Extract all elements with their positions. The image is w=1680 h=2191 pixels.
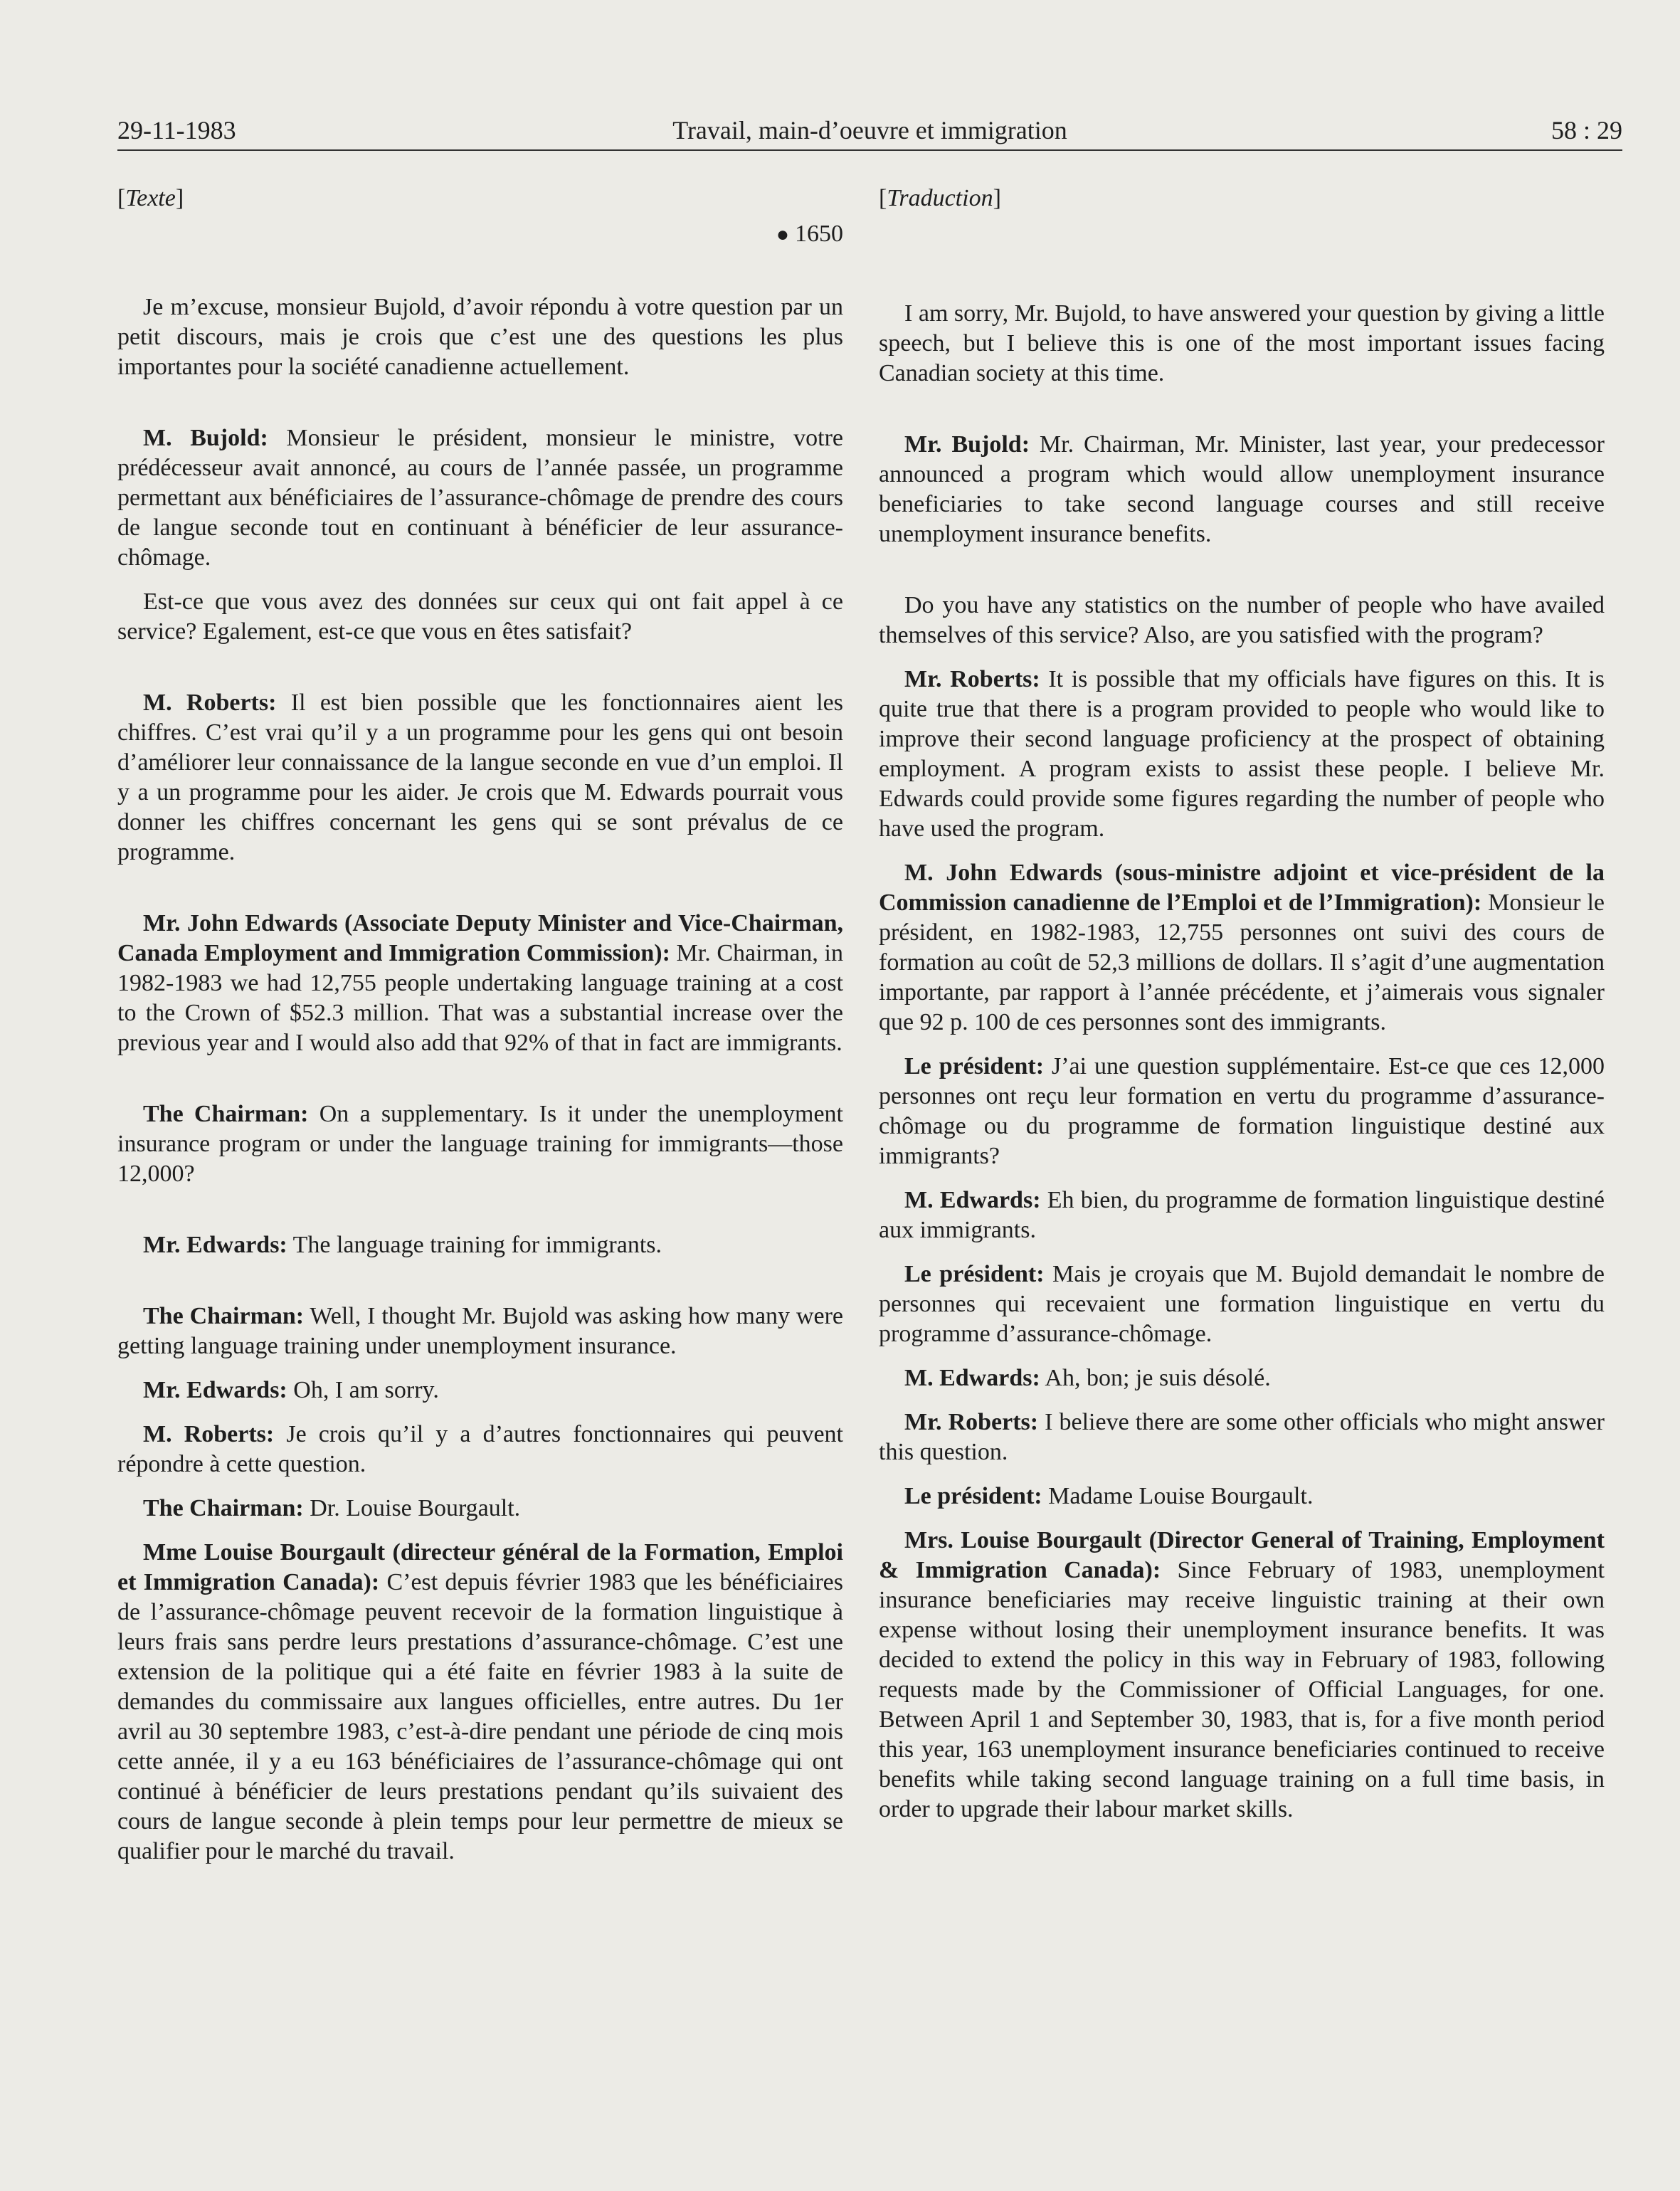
time-marker: ● 1650 xyxy=(776,221,843,247)
paragraph: M. Bujold: Monsieur le président, monsieur le ministre, votre prédécesseur avait annoncé, au cours de l’année passée, un programme permettant aux bénéficiaires de l’assurance-chômage de prendre des cours de langue seconde tout en continuant à bénéficier de leur assurance-chômage. xyxy=(117,425,843,571)
paragraph: M. Edwards: Eh bien, du programme de formation linguistique destiné aux immigrants. xyxy=(879,1187,1605,1243)
paragraph: M. John Edwards (sous-ministre adjoint et vice-président de la Commission canadienne de l’Emploi et de l’Immigration): Monsieur le président, en 1982-1983, 12,755 personnes ont suivi des cours de formation au coût de 52,3 millions de dollars. Il s’agit d’une augmentation importante, par rapport à l’année précédente, et j’aimerais vous signaler que 92 p. 100 de ces personnes sont des immigrants. xyxy=(879,860,1605,1035)
paragraph: Mr. Edwards: Oh, I am sorry. xyxy=(143,1377,439,1403)
right-column xyxy=(879,184,1605,1839)
paragraph: M. Edwards: Ah, bon; je suis désolé. xyxy=(904,1365,1271,1391)
header-rule xyxy=(117,149,1622,151)
paragraph: The Chairman: Well, I thought Mr. Bujold was asking how many were getting language training under unemployment insurance. xyxy=(117,1303,843,1359)
paragraph: Le président: Mais je croyais que M. Bujold demandait le nombre de personnes qui recevaient une formation linguistique en vertu du programme d’assurance-chômage. xyxy=(879,1261,1605,1347)
paragraph: M. Roberts: Je crois qu’il y a d’autres fonctionnaires qui peuvent répondre à cette question. xyxy=(117,1421,843,1477)
paragraph: The Chairman: Dr. Louise Bourgault. xyxy=(143,1495,521,1521)
paragraph: Do you have any statistics on the number of people who have availed themselves of this service? Also, are you satisfied with the program? xyxy=(879,592,1605,648)
paragraph: Mr. Roberts: It is possible that my officials have figures on this. It is quite true that there is a program provided to people who would like to improve their second language proficiency at the prospect of obtaining employment. A program exists to assist these people. I believe Mr. Edwards could provide some figures regarding the number of people who have used the program. xyxy=(879,666,1605,842)
paragraph: Mrs. Louise Bourgault (Director General of Training, Employment & Immigration Canada): Since February of 1983, unemployment insurance beneficiaries may receive linguistic training at their own expense without losing their unemployment insurance benefits. It was decided to extend the policy in this way in February of 1983, following requests made by the Commissioner of Official Languages, for one. Between April 1 and September 30, 1983, that is, for a five month period this year, 163 unemployment insurance beneficiaries continued to receive benefits while taking second language training on a full time basis, in order to upgrade their labour market skills. xyxy=(879,1527,1605,1822)
paragraph: M. Roberts: Il est bien possible que les fonctionnaires aient les chiffres. C’est vrai qu’il y a un programme pour les gens qui ont besoin d’améliorer leur connaissance de la langue seconde en vue d’un emploi. Il y a un programme pour les aider. Je crois que M. Edwards pourrait vous donner les chiffres concernant les gens qui se sont prévalus de ce programme. xyxy=(117,690,843,865)
paragraph: Je m’excuse, monsieur Bujold, d’avoir répondu à votre question par un petit discours, mais je crois que c’est une des questions les plus importantes pour la société canadienne actuellement. xyxy=(117,294,843,380)
paragraph: Mr. Edwards: The language training for immigrants. xyxy=(143,1232,662,1258)
paragraph: Le président: Madame Louise Bourgault. xyxy=(904,1483,1314,1509)
paragraph: Est-ce que vous avez des données sur ceux qui ont fait appel à ce service? Egalement, est-ce que vous en êtes satisfait? xyxy=(117,588,843,645)
header-title: Travail, main-d’oeuvre et immigration xyxy=(672,116,1067,144)
left-column xyxy=(117,184,843,1881)
paragraph: I am sorry, Mr. Bujold, to have answered your question by giving a little speech, but I believe this is one of the most important issues facing Canadian society at this time. xyxy=(879,300,1605,386)
paragraph: Mr. John Edwards (Associate Deputy Minister and Vice-Chairman, Canada Employment and Immigration Commission): Mr. Chairman, in 1982-1983 we had 12,755 people undertaking language training at a cost to the Crown of $52.3 million. That was a substantial increase over the previous year and I would also add that 92% of that in fact are immigrants. xyxy=(117,910,844,1056)
page-number: 58 : 29 xyxy=(1550,116,1622,144)
language-label-traduction: [Traduction] xyxy=(879,185,1001,211)
page-header xyxy=(117,112,1622,148)
header-date: 29-11-1983 xyxy=(117,116,236,144)
paragraph: Le président: J’ai une question supplémentaire. Est-ce que ces 12,000 personnes ont reçu leur formation en vertu du programme d’assurance-chômage ou du programme de formation linguistique destiné aux immigrants? xyxy=(879,1053,1605,1169)
paragraph: The Chairman: On a supplementary. Is it under the unemployment insurance program or under the language training for immigrants—those 12,000? xyxy=(117,1101,844,1187)
bullet-icon: ● xyxy=(776,223,789,246)
paragraph: Mme Louise Bourgault (directeur général de la Formation, Emploi et Immigration Canada): C’est depuis février 1983 que les bénéficiaires de l’assurance-chômage peuvent recevoir de la formation linguistique à leurs frais sans perdre leurs prestations d’assurance-chômage. C’est une extension de la politique qui a été faite en février 1983 à la suite de demandes du commissaire aux langues officielles, entre autres. Du 1er avril au 30 septembre 1983, c’est-à-dire pendant une période de cinq mois cette année, il y a eu 163 bénéficiaires de l’assurance-chômage qui ont continué à bénéficier de leurs prestations pendant qu’ils suivaient des cours de langue seconde à plein temps pour leur permettre de mieux se qualifier pour le marché du travail. xyxy=(117,1539,843,1864)
language-label-texte: [Texte] xyxy=(117,185,184,211)
paragraph: Mr. Bujold: Mr. Chairman, Mr. Minister, last year, your predecessor announced a program which would allow unemployment insurance beneficiaries to take second language courses and still receive unemployment insurance benefits. xyxy=(879,431,1605,547)
paragraph: Mr. Roberts: I believe there are some other officials who might answer this question. xyxy=(879,1409,1605,1465)
